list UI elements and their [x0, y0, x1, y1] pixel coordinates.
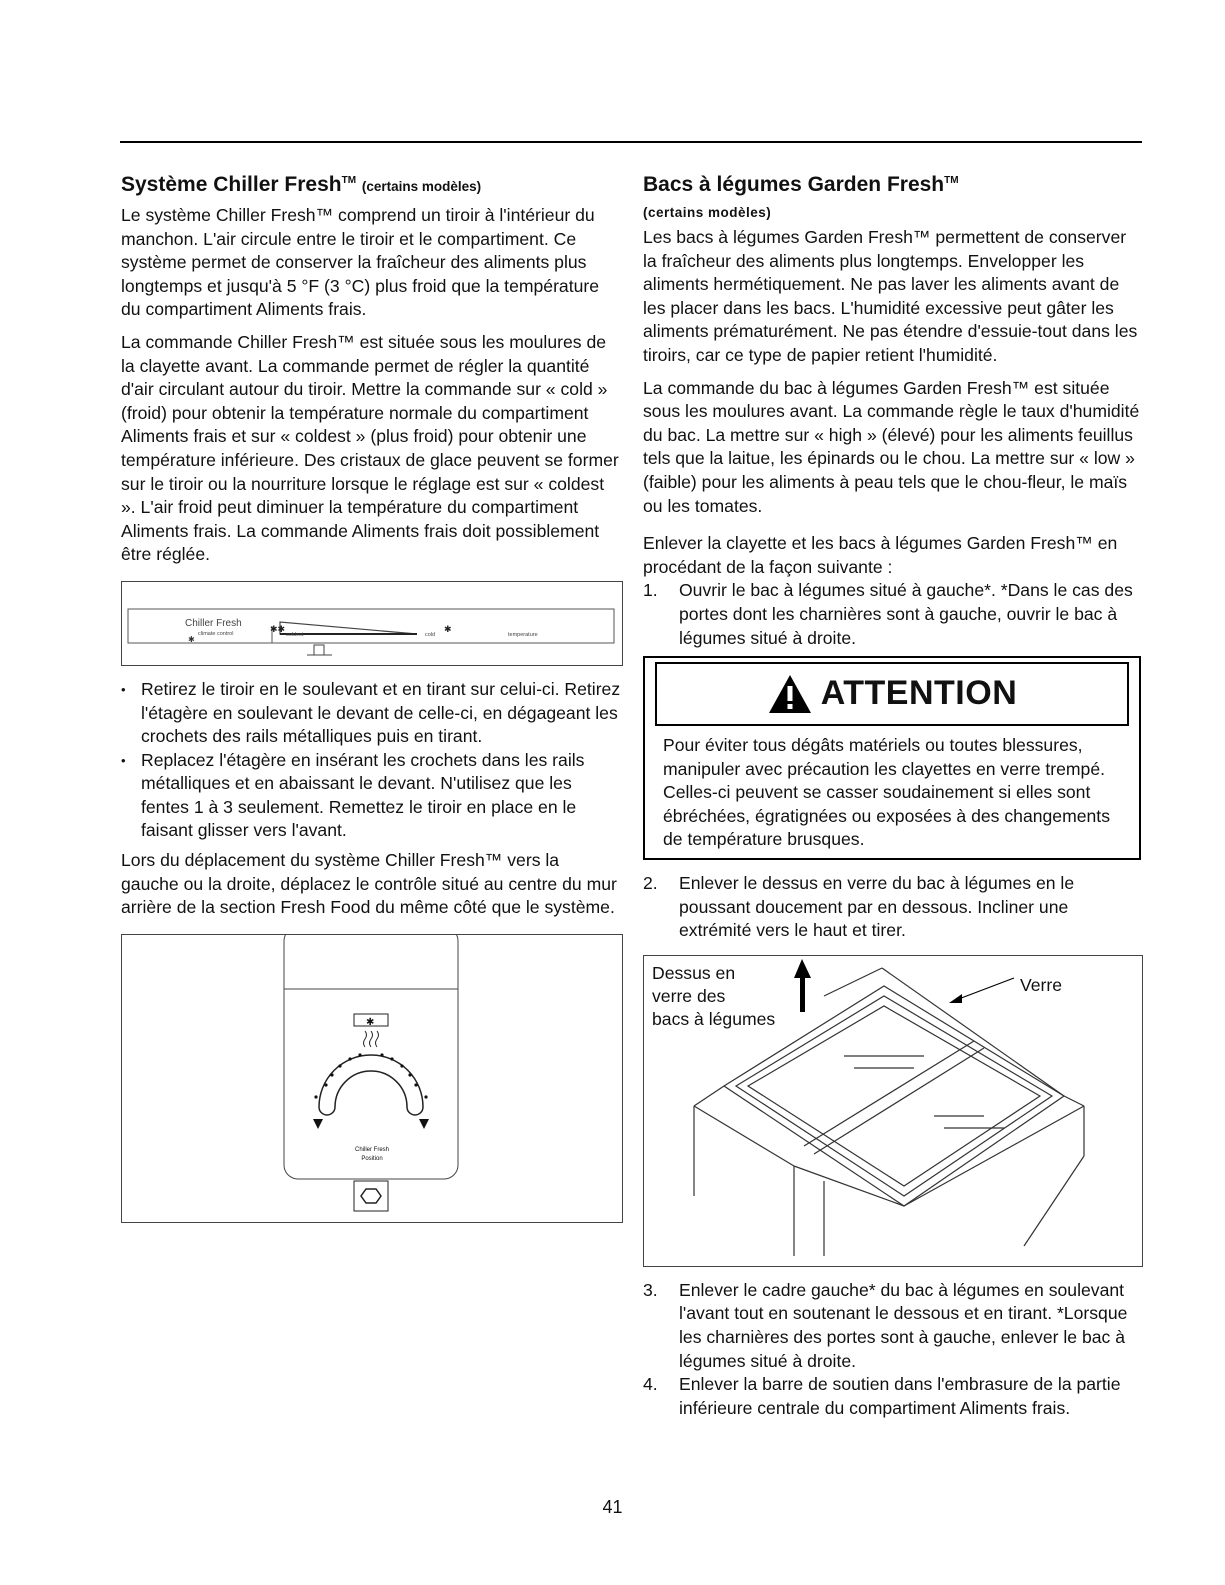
crisper-glass-figure: [643, 955, 1143, 1267]
fig1-label-temperature: temperature: [508, 631, 538, 638]
garden-fresh-heading: Bacs à légumes Garden Fresh™: [643, 173, 959, 196]
step-item: 3. Enlever le cadre gauche* du bac à légumes en soulevant l'avant tout en soutenant le dessous et en tirant. *Lorsque les charnières des portes sont à gauche, enlever le bac à légumes situé à droite.: [643, 1279, 1128, 1371]
garden-remove-paragraph: Enlever la clayette et les bacs à légumes Garden Fresh™ en procédant de la façon suivante :: [643, 533, 1118, 577]
left-column: [121, 170, 621, 1223]
step-item: 2. Enlever le dessus en verre du bac à légumes en le poussant doucement par en dessous. Incliner une extrémité vers le haut et tirer.: [643, 873, 1075, 941]
bullet-item: • Replacez l'étagère en insérant les crochets dans les rails métalliques et en abaissant le devant. N'utilisez que les fentes 1 à 3 seulement. Remettez le tiroir en place en le faisant glisser vers l'avant.: [121, 749, 621, 843]
svg-text:✱: ✱: [366, 1016, 375, 1028]
fig1-label-cold: cold: [425, 631, 436, 638]
svg-text:✱✱: ✱✱: [270, 624, 286, 635]
fig1-label-climate: climate control: [198, 630, 234, 637]
chiller-move-paragraph: Lors du déplacement du système Chiller Fresh™ vers la gauche ou la droite, déplacez le contrôle situé au centre du mur arrière de la section Fresh Food du même côté que le système.: [121, 850, 617, 918]
top-rule: [120, 141, 1142, 143]
steps-list-b: [643, 872, 1143, 943]
chiller-bullets: [121, 678, 621, 843]
warning-triangle-icon: [767, 673, 813, 715]
chiller-fresh-heading: Système Chiller Fresh™ (certains modèles): [121, 173, 482, 196]
steps-list-c: [643, 1279, 1143, 1421]
right-column: [643, 170, 1143, 1426]
fig3-label-line3: bacs à légumes: [652, 1008, 776, 1029]
garden-fresh-subtitle: (certains modèles): [643, 205, 772, 220]
fig1-label-chiller: Chiller Fresh: [185, 617, 242, 629]
garden-intro-paragraph: Les bacs à légumes Garden Fresh™ permettent de conserver la fraîcheur des aliments plus longtemps. Envelopper les aliments hermétiquement. Ne pas laver les aliments avant de les placer dans les bacs. L'humidité excessive peut gâter les aliments prématurément. Ne pas étendre d'essuie-tout dans les tiroirs, car ce type de papier retient l'humidité.: [643, 227, 1138, 365]
svg-text:✱: ✱: [188, 634, 195, 644]
fig3-label-glass: Verre: [1020, 974, 1063, 995]
garden-control-paragraph: La commande du bac à légumes Garden Fresh™ est située sous les moulures avant. La commande règle le taux d'humidité du bac. La mettre sur « high » (élevé) pour les aliments feuillus tels que la laitue, les épinards ou le chou. La mettre sur « low » (faible) pour les aliments à peau tels que le chou-fleur, le maïs ou les tomates.: [643, 377, 1140, 516]
step-item: 4. Enlever la barre de soutien dans l'embrasure de la partie inférieure centrale du compartiment Aliments frais.: [643, 1374, 1121, 1418]
chiller-position-figure: [121, 934, 623, 1223]
fig1-label-coldest: coldest: [286, 631, 304, 638]
svg-text:✱: ✱: [444, 624, 452, 635]
warning-box: [643, 656, 1141, 860]
step-item: 1. Ouvrir le bac à légumes situé à gauche*. *Dans le cas des portes dont les charnières sont à gauche, ouvrir le bac à légumes situé à droite.: [643, 580, 1133, 648]
fig3-label-line1: Dessus en: [652, 962, 736, 983]
chiller-control-paragraph: La commande Chiller Fresh™ est située sous les moulures de la clayette avant. La commande permet de régler la quantité d'air circulant autour du tiroir. Mettre la commande sur « cold » (froid) pour obtenir la température normale du compartiment Aliments frais et sur « coldest » (plus froid) pour obtenir une température inférieure. Des cristaux de glace peuvent se former sur le tiroir ou la nourriture lorsque le réglage est sur « coldest ». L'air froid peut diminuer la température du compartiment Aliments frais. La commande Aliments frais doit possiblement être réglée.: [121, 331, 619, 565]
chiller-control-figure: [121, 581, 623, 666]
warning-banner: [655, 662, 1129, 726]
fig3-label-line2: verre des: [652, 985, 726, 1006]
warning-title: ATTENTION: [820, 674, 1018, 713]
fig2-label-chiller: Chiller Fresh: [354, 1146, 389, 1153]
chiller-intro-paragraph: Le système Chiller Fresh™ comprend un tiroir à l'intérieur du manchon. L'air circule entre le tiroir et le compartiment. Ce système permet de conserver la fraîcheur des aliments plus longtemps et jusqu'à 5 °F (3 °C) plus froid que la température du compartiment Aliments frais.: [121, 205, 600, 320]
fig2-label-position: Position: [361, 1155, 383, 1162]
warning-text: Pour éviter tous dégâts matériels ou toutes blessures, manipuler avec précaution les clayettes en verre trempé. Celles-ci peuvent se casser soudainement si elles sont ébréchées, égratignées ou exposées à des changements de température brusques.: [663, 735, 1110, 850]
steps-list-a: [643, 579, 1143, 650]
bullet-item: • Retirez le tiroir en le soulevant et en tirant sur celui-ci. Retirez l'étagère en soulevant le devant de celle-ci, en dégageant les crochets des rails métalliques puis en tirant.: [121, 678, 621, 749]
page-number: 41: [602, 1497, 623, 1517]
